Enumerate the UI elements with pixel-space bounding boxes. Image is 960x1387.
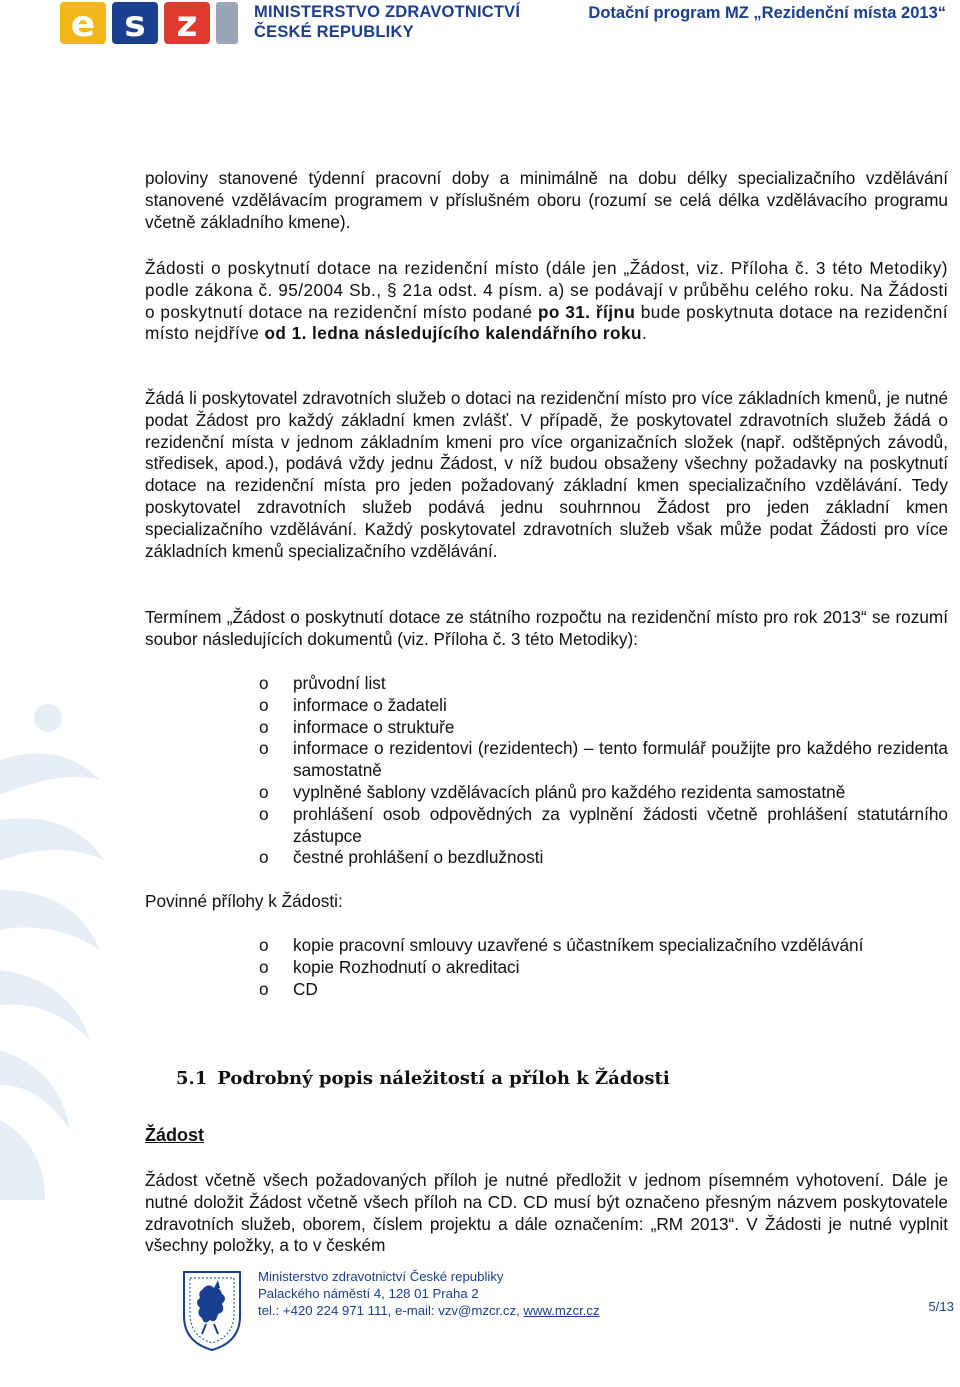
paragraph-submission	[145, 258, 948, 345]
bullet: o	[259, 847, 269, 868]
state-emblem-logo	[180, 1268, 244, 1352]
attachments-label: Povinné přílohy k Žádosti:	[145, 891, 343, 911]
funding-text: bude poskytnuta dotace na rezidenční místo nejdříve	[145, 301, 948, 344]
bullet: o	[259, 694, 269, 715]
list-item-text: informace o rezidentovi (rezidentech) – tento formulář použijte pro každého rezidenta samostatně	[293, 738, 948, 781]
list-item-text: informace o žadateli	[293, 694, 447, 715]
section-heading	[176, 1068, 670, 1089]
deadline-text: Na Žádosti o poskytnutí dotace na rezidenční místo podané	[145, 279, 948, 322]
footer-ministry: Ministerstvo zdravotnictví České republiky	[258, 1269, 504, 1284]
watermark-graphic	[0, 700, 110, 1200]
ministry-logo	[60, 2, 238, 44]
list-item-text: informace o struktuře	[293, 716, 455, 737]
sentence-end: .	[641, 323, 648, 344]
list-item-text: čestné prohlášení o bezdlužnosti	[293, 847, 544, 868]
list-item	[145, 847, 948, 869]
bullet: o	[259, 673, 269, 693]
list-item	[145, 804, 948, 848]
list-item	[145, 957, 948, 979]
section-number: 5.1	[176, 1068, 208, 1089]
list-item-text: prohlášení osob odpovědných za vyplnění žádosti včetně prohlášení statutárního zástupce	[293, 803, 948, 846]
documents-list	[145, 673, 948, 869]
section-title: Podrobný popis náležitostí a příloh k Žádosti	[217, 1068, 670, 1089]
footer-contact	[258, 1268, 600, 1319]
paragraph-continuation: poloviny stanovené týdenní pracovní doby a minimálně na dobu délky specializačního vzdělávání stanovené vzdělávacím programem v příslušném oboru (rozumí se celá délka vzdělávacího programu včetně základního kmene).	[145, 168, 948, 232]
svg-text:z: z	[176, 4, 198, 44]
list-item-text: kopie Rozhodnutí o akreditaci	[293, 956, 520, 977]
list-item	[145, 935, 948, 957]
bullet: o	[259, 738, 269, 759]
list-item-text: kopie pracovní smlouvy uzavřené s účastníkem specializačního vzdělávání	[293, 935, 864, 955]
ministry-name-line1: MINISTERSTVO ZDRAVOTNICTVÍ	[254, 3, 521, 21]
ministry-name-line2: ČESKÉ REPUBLIKY	[254, 23, 414, 41]
list-item	[145, 717, 948, 739]
footer-phone-email: tel.: +420 224 971 111, e-mail: vzv@mzcr.cz,	[258, 1303, 524, 1318]
bullet: o	[259, 956, 269, 977]
list-item	[145, 695, 948, 717]
list-item-text: průvodní list	[293, 673, 386, 693]
paragraph-application-requirements: Žádost včetně všech požadovaných příloh je nutné předložit v jednom písemném vyhotovení. Dále je nutné doložit Žádost včetně všech příloh na CD. CD musí být označeno přesným názvem poskytovatele zdravotních služeb, oborem, číslem projektu a dále označením: „RM 2013“. V Žádosti je nutné vyplnit všechny položky, a to v českém	[145, 1170, 948, 1256]
submission-text: Žádosti o poskytnutí dotace na rezidenční místo (dále jen „Žádost, viz. Příloha č. 3 této Metodiky) podle zákona č. 95/2004 Sb., § 21a odst. 4 písm. a) se podávají v průběhu celého roku.	[145, 258, 948, 300]
website-link[interactable]: www.mzcr.cz	[523, 1303, 600, 1318]
bullet: o	[259, 716, 269, 737]
list-item-text: CD	[293, 978, 318, 999]
page-header	[0, 0, 960, 48]
page-number: 5/13	[928, 1299, 954, 1314]
attachments-list	[145, 935, 948, 1000]
paragraph-application-definition: Termínem „Žádost o poskytnutí dotace ze státního rozpočtu na rezidenční místo pro rok 2013“ se rozumí soubor následujících dokumentů (viz. Příloha č. 3 této Metodiky):	[145, 607, 948, 649]
subheading-zadost: Žádost	[145, 1125, 205, 1145]
list-item	[145, 738, 948, 782]
footer-contacts	[258, 1302, 600, 1319]
funding-start-date: od 1. ledna následujícího kalendářního roku	[264, 323, 642, 344]
paragraph-multiple-stems: Žádá li poskytovatel zdravotních služeb o dotaci na rezidenční místo pro více základních kmenů, je nutné podat Žádost pro každý základní kmen zvlášť. V případě, že poskytovatel zdravotních služeb žádá o rezidenční místa v jednom základním kmeni pro více organizačních složek (např. odštěpných závodů, středisek, apod.), podává vždy jednu Žádost, v níž budou obsaženy všechny požadavky na poskytnutí dotace na rezidenční místa pro jeden požadovaný základní kmen specializačního vzdělávání. Tedy poskytovatel zdravotních služeb podává jednu souhrnnou Žádost pro jeden základní kmen specializačního vzdělávání. Každý poskytovatel zdravotních služeb však může podat Žádosti pro více základních kmenů specializačního vzdělávání.	[145, 388, 948, 561]
footer-address: Palackého náměstí 4, 128 01 Praha 2	[258, 1286, 479, 1301]
program-title: Dotační program MZ „Rezidenční místa 2013“	[588, 4, 946, 22]
list-item-text: vyplněné šablony vzdělávacích plánů pro každého rezidenta samostatně	[293, 781, 846, 802]
bullet: o	[259, 781, 269, 802]
deadline-date: po 31. říjnu	[537, 301, 636, 322]
bullet: o	[259, 803, 269, 824]
bullet: o	[259, 978, 269, 999]
list-item	[145, 673, 948, 695]
bullet: o	[259, 935, 269, 955]
list-item	[145, 979, 948, 1001]
list-item	[145, 782, 948, 804]
svg-text:e: e	[70, 4, 96, 44]
ministry-name	[254, 2, 554, 42]
svg-text:s: s	[124, 4, 146, 44]
